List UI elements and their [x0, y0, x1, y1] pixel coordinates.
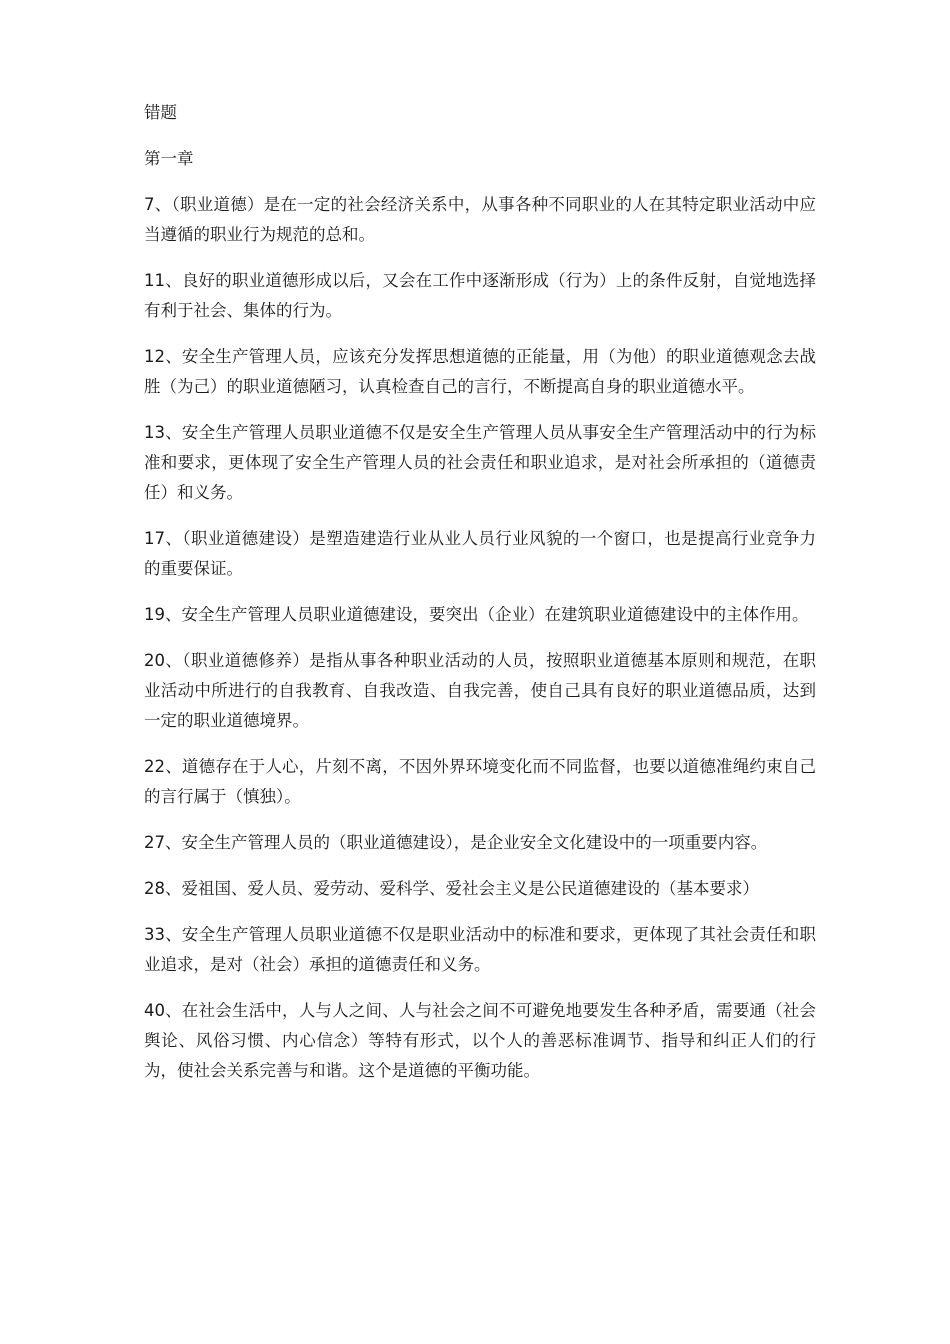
question-item: 17、（职业道德建设）是塑造建造行业从业人员行业风貌的一个窗口，也是提高行业竞争力的重要保证。 [144, 529, 816, 578]
question-item: 12、安全生产管理人员，应该充分发挥思想道德的正能量，用（为他）的职业道德观念去战胜（为己）的职业道德陋习，认真检查自己的言行，不断提高自身的职业道德水平。 [144, 347, 816, 396]
question-item: 20、（职业道德修养）是指从事各种职业活动的人员，按照职业道德基本原则和规范，在职业活动中所进行的自我教育、自我改造、自我完善，使自己具有良好的职业道德品质，达到一定的职业道德境界。 [144, 651, 816, 730]
question-item: 13、安全生产管理人员职业道德不仅是安全生产管理人员从事安全生产管理活动中的行为标准和要求，更体现了安全生产管理人员的社会责任和职业追求，是对社会所承担的（道德责任）和义务。 [144, 423, 816, 502]
document-page [144, 98, 816, 1102]
question-item: 33、安全生产管理人员职业道德不仅是职业活动中的标准和要求，更体现了其社会责任和职业追求，是对（社会）承担的道德责任和义务。 [144, 925, 816, 974]
question-item: 7、（职业道德）是在一定的社会经济关系中，从事各种不同职业的人在其特定职业活动中应当遵循的职业行为规范的总和。 [144, 195, 816, 244]
document-title: 错题 [144, 103, 177, 122]
question-item: 27、安全生产管理人员的（职业道德建设），是企业安全文化建设中的一项重要内容。 [144, 833, 768, 852]
question-item: 28、爱祖国、爱人员、爱劳动、爱科学、爱社会主义是公民道德建设的（基本要求） [144, 879, 759, 898]
question-item: 40、在社会生活中，人与人之间、人与社会之间不可避免地要发生各种矛盾，需要通（社会舆论、风俗习惯、内心信念）等特有形式，以个人的善恶标准调节、指导和纠正人们的行为，使社会关系完善与和谐。这个是道德的平衡功能。 [144, 1001, 816, 1080]
question-item: 22、道德存在于人心，片刻不离，不因外界环境变化而不同监督，也要以道德准绳约束自己的言行属于（慎独）。 [144, 757, 816, 806]
question-item: 19、安全生产管理人员职业道德建设，要突出（企业）在建筑职业道德建设中的主体作用。 [144, 605, 809, 624]
question-item: 11、良好的职业道德形成以后，又会在工作中逐渐形成（行为）上的条件反射，自觉地选择有利于社会、集体的行为。 [144, 271, 816, 320]
chapter-heading: 第一章 [144, 149, 194, 168]
